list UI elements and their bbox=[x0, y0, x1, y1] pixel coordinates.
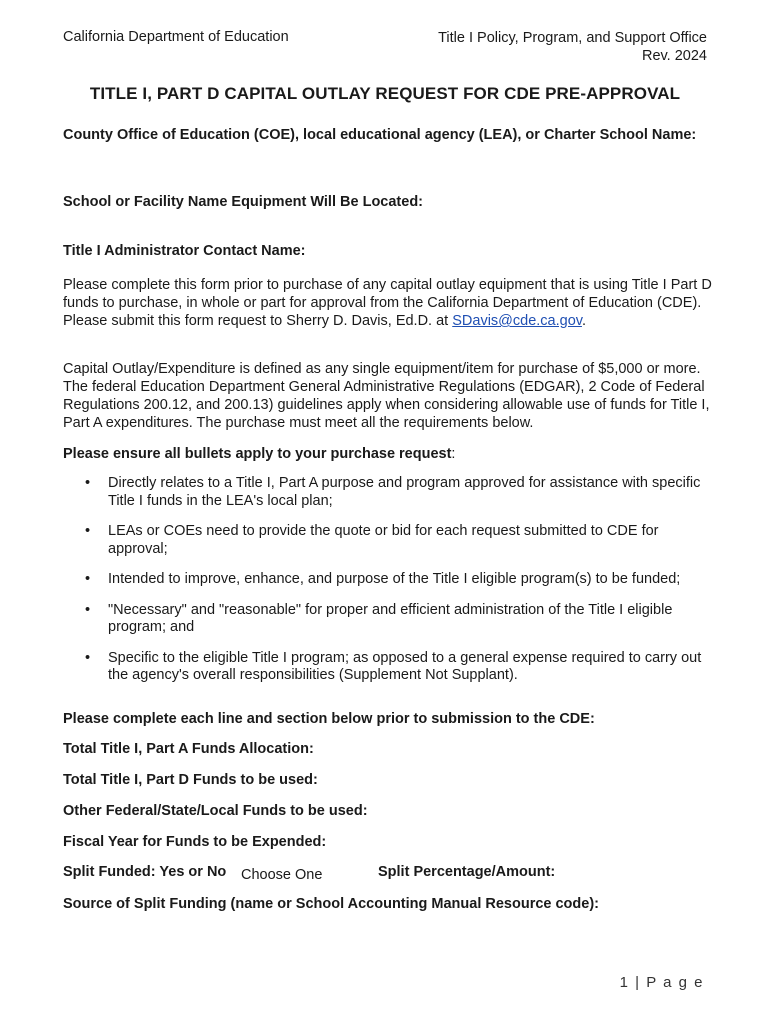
intro-paragraph bbox=[63, 276, 713, 330]
list-item-text: LEAs or COEs need to provide the quote or bid for each request submitted to CDE for approval; bbox=[108, 523, 659, 557]
list-item-text: "Necessary" and "reasonable" for proper and efficient administration of the Title I eligible program; and bbox=[108, 601, 673, 635]
list-item-text: Specific to the eligible Title I program; as opposed to a general expense required to carry out the agency's overall responsibilities (Supplement Not Supplant). bbox=[108, 649, 702, 683]
intro-period: . bbox=[581, 313, 586, 329]
part-d-funds-label: Total Title I, Part D Funds to be used: bbox=[63, 772, 318, 788]
fiscal-year-label: Fiscal Year for Funds to be Expended: bbox=[63, 834, 327, 850]
page-separator: | bbox=[635, 974, 641, 991]
intro-text: Please complete this form prior to purchase of any capital outlay equipment that is using Title I Part D funds to purchase, in whole or part for approval from the California Department of Education (CDE). Please submit this form request to Sherry D. Davis, Ed.D. at bbox=[63, 277, 712, 329]
list-item bbox=[63, 602, 713, 637]
bullet-marker: • bbox=[85, 571, 91, 587]
coe-name-label: County Office of Education (COE), local educational agency (LEA), or Charter School Name: bbox=[63, 127, 697, 143]
definition-paragraph: Capital Outlay/Expenditure is defined as any single equipment/item for purchase of $5,000 or more. The federal Education Department General Administrative Regulations (EDGAR), 2 Code of Federal Regulations 200.12, and 200.13) guidelines apply when considering allowable use of funds for Title I, Part A expenditures. The purchase must meet all the requirements below. bbox=[63, 361, 710, 431]
requirements-list bbox=[63, 475, 713, 698]
list-item bbox=[63, 650, 713, 685]
page-number-value: 1 bbox=[619, 974, 630, 991]
list-item-text: Directly relates to a Title I, Part A purpose and program approved for assistance with specific Title I funds in the LEA's local plan; bbox=[108, 475, 701, 509]
other-funds-label: Other Federal/State/Local Funds to be used: bbox=[63, 803, 368, 819]
split-source-label: Source of Split Funding (name or School Accounting Manual Resource code): bbox=[63, 896, 599, 912]
page-number bbox=[620, 974, 704, 991]
bullets-heading bbox=[63, 445, 713, 463]
list-item bbox=[63, 523, 713, 558]
header-revision: Rev. 2024 bbox=[641, 48, 707, 64]
complete-heading: Please complete each line and section below prior to submission to the CDE: bbox=[63, 711, 595, 727]
bullet-marker: • bbox=[85, 601, 91, 618]
bullet-marker: • bbox=[85, 475, 91, 491]
header-department: California Department of Education bbox=[63, 29, 289, 45]
bullet-marker: • bbox=[85, 649, 91, 666]
split-funded-select[interactable]: Choose One bbox=[241, 867, 323, 883]
school-facility-label: School or Facility Name Equipment Will Be Located: bbox=[63, 194, 424, 210]
header-office-name: Title I Policy, Program, and Support Office bbox=[438, 30, 707, 46]
list-item-text: Intended to improve, enhance, and purpose of the Title I eligible program(s) to be funded; bbox=[108, 571, 681, 587]
header-office bbox=[438, 29, 707, 65]
list-item bbox=[63, 475, 713, 510]
bullets-heading-text: Please ensure all bullets apply to your purchase request bbox=[63, 446, 452, 462]
part-a-allocation-label: Total Title I, Part A Funds Allocation: bbox=[63, 741, 314, 757]
split-percentage-label: Split Percentage/Amount: bbox=[378, 864, 556, 880]
bullets-heading-colon: : bbox=[451, 446, 456, 462]
bullet-marker: • bbox=[85, 523, 91, 539]
split-funded-label: Split Funded: Yes or No bbox=[63, 864, 227, 880]
admin-contact-label: Title I Administrator Contact Name: bbox=[63, 243, 306, 259]
document-title: TITLE I, PART D CAPITAL OUTLAY REQUEST FOR CDE PRE-APPROVAL bbox=[89, 84, 681, 103]
list-item bbox=[63, 571, 713, 589]
email-link[interactable]: SDavis@cde.ca.gov bbox=[452, 313, 582, 329]
page-word: P a g e bbox=[646, 974, 704, 991]
